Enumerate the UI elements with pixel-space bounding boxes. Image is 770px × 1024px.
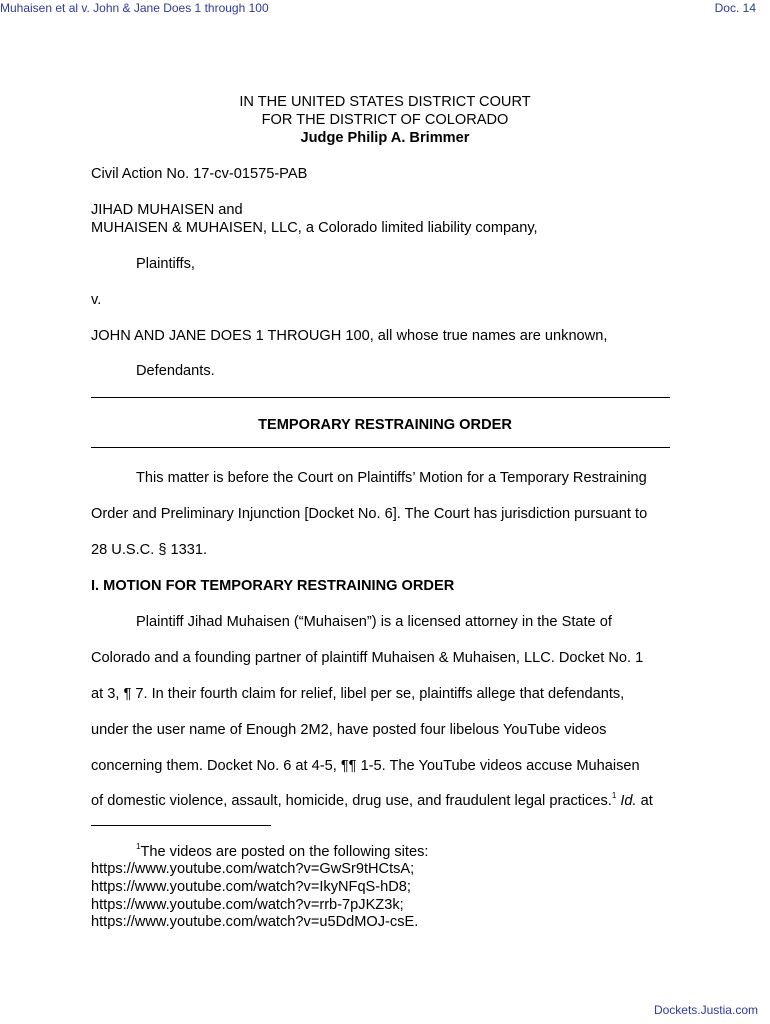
plaintiff-line1: JIHAD MUHAISEN and — [91, 202, 243, 218]
paragraph2-line6-tail: at — [636, 793, 653, 809]
court-name-line2: FOR THE DISTRICT OF COLORADO — [261, 112, 509, 128]
paragraph2-line4: under the user name of Enough 2M2, have posted four libelous YouTube videos — [91, 722, 607, 738]
paragraph2-line3: at 3, ¶ 7. In their fourth claim for relief, libel per se, plaintiffs allege that defendants, — [91, 686, 625, 702]
divider-bottom — [91, 447, 670, 448]
order-title: TEMPORARY RESTRAINING ORDER — [258, 417, 512, 433]
paragraph2-line6 — [91, 792, 653, 810]
judge-name: Judge Philip A. Brimmer — [300, 130, 470, 146]
footnote-url-2: https://www.youtube.com/watch?v=IkyNFqS-hD8; — [91, 879, 411, 895]
footnote-text — [136, 843, 428, 861]
versus: v. — [91, 292, 102, 308]
defendants-label: Defendants. — [136, 363, 215, 379]
civil-action-number: Civil Action No. 17-cv-01575-PAB — [91, 166, 308, 182]
footnote-url-3: https://www.youtube.com/watch?v=rrb-7pJKZ3k; — [91, 897, 404, 913]
doc-number-link[interactable]: Doc. 14 — [714, 1, 756, 15]
dockets-justia-link[interactable]: Dockets.Justia.com — [653, 1003, 758, 1017]
case-title-link[interactable]: Muhaisen et al v. John & Jane Does 1 through 100 — [0, 1, 269, 15]
footnote-url-1: https://www.youtube.com/watch?v=GwSr9tHCtsA; — [91, 861, 415, 877]
footnote-reference: 1 — [611, 791, 617, 800]
plaintiff-line2: MUHAISEN & MUHAISEN, LLC, a Colorado limited liability company, — [91, 220, 538, 236]
footnote-marker: 1 — [136, 842, 141, 851]
plaintiffs-label: Plaintiffs, — [136, 256, 195, 272]
paragraph2-line2: Colorado and a founding partner of plaintiff Muhaisen & Muhaisen, LLC. Docket No. 1 — [91, 650, 644, 666]
paragraph2-line5: concerning them. Docket No. 6 at 4-5, ¶¶ 1-5. The YouTube videos accuse Muhaisen — [91, 758, 640, 774]
divider-top — [91, 397, 670, 398]
paragraph2-line1: Plaintiff Jihad Muhaisen (“Muhaisen”) is a licensed attorney in the State of — [136, 614, 612, 630]
paragraph1-line2: Order and Preliminary Injunction [Docket No. 6]. The Court has jurisdiction pursuant to — [91, 506, 648, 522]
paragraph1-line3: 28 U.S.C. § 1331. — [91, 542, 208, 558]
footnote-divider — [91, 825, 271, 826]
paragraph1-line1: This matter is before the Court on Plaintiffs’ Motion for a Temporary Restraining — [136, 470, 647, 486]
id-citation: Id. — [620, 793, 637, 809]
section-heading: I. MOTION FOR TEMPORARY RESTRAINING ORDER — [91, 578, 455, 594]
defendant-line: JOHN AND JANE DOES 1 THROUGH 100, all whose true names are unknown, — [91, 328, 608, 344]
footnote-url-4: https://www.youtube.com/watch?v=u5DdMOJ-csE. — [91, 914, 419, 930]
court-name-line1: IN THE UNITED STATES DISTRICT COURT — [239, 94, 531, 110]
paragraph2-line6-text: of domestic violence, assault, homicide, drug use, and fraudulent legal practices. — [91, 793, 612, 809]
footnote-intro: The videos are posted on the following sites: — [140, 844, 429, 860]
